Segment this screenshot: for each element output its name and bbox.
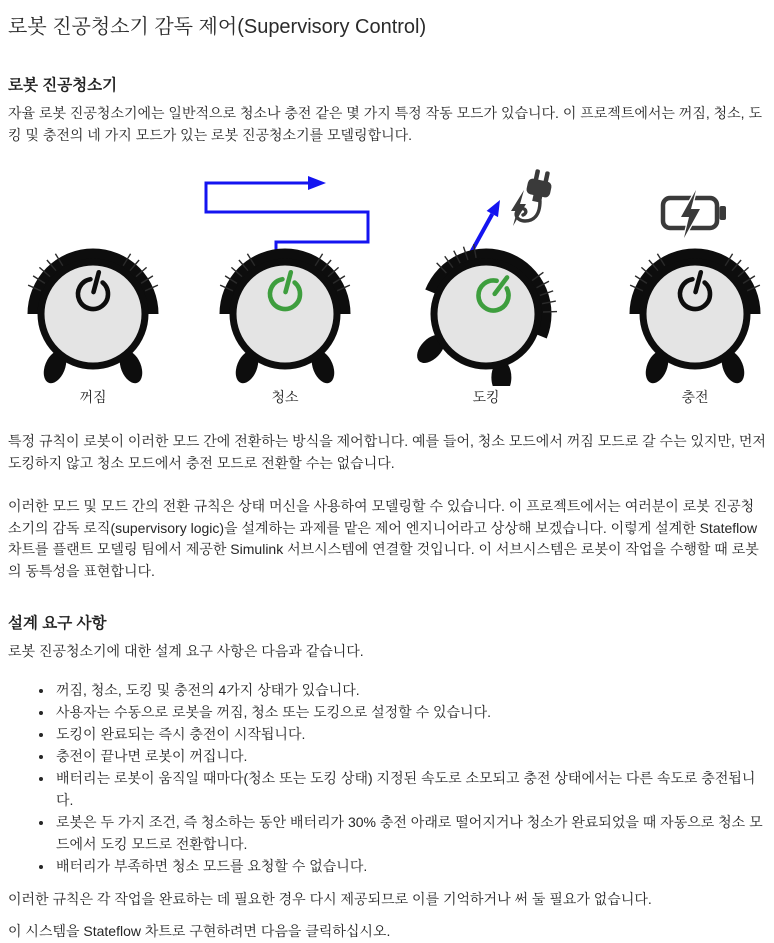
section-robot-vacuum-heading: 로봇 진공청소기 [8,77,118,94]
requirements-list [8,679,766,877]
charging-battery-icon [663,190,726,238]
robot-vacuum-charge-illustration [595,168,774,386]
requirement-item: • 배터리는 로봇이 움직일 때마다(청소 또는 도킹 상태) 지정된 속도로 소모되고 충전 상태에서는 다른 속도로 충전됩니다. [54,767,766,811]
requirements-intro: 로봇 진공청소기에 대한 설계 요구 사항은 다음과 같습니다. [8,643,364,659]
mode-label-dock: 도킹 [472,389,500,405]
requirement-item: • 도킹이 완료되는 즉시 충전이 시작됩니다. [54,723,766,745]
robot-modes-figure [8,168,766,407]
mode-figure-charge [595,168,774,407]
section-design-requirements [8,614,766,943]
rules-paragraph: 특정 규칙이 로봇이 이러한 모드 간에 전환하는 방식을 제어합니다. 예를 들어, 청소 모드에서 꺼짐 모드로 갈 수는 있지만, 먼저 도킹하지 않고 청소 모드에서 충전 모드로 전환할 수는 없습니다. [8,433,766,471]
state-machine-paragraph: 이러한 모드 및 모드 간의 전환 규칙은 상태 머신을 사용하여 모델링할 수 있습니다. 이 프로젝트에서는 여러분이 로봇 진공청소기의 감독 로직(supervisory logic)을 설계하는 과제를 맡은 제어 엔지니어라고 상상해 보겠습니다. 이렇게 설계한 Stateflow 차트를 플랜트 모델링 팀에서 제공한 Simulink 서브시스템에 연결할 것입니다. 이 서브시스템은 로봇이 작업을 수행할 때 로봇의 동특성을 표현합니다. [8,498,759,579]
robot-body [399,234,569,386]
mode-label-clean: 청소 [271,389,299,405]
requirement-item: • 배터리가 부족하면 청소 모드를 요청할 수 없습니다. [54,855,766,877]
robot-vacuum-off-illustration [0,168,193,386]
design-requirements-heading: 설계 요구 사항 [8,615,107,632]
robot-body [28,254,158,386]
robot-vacuum-dock-illustration [386,168,586,386]
intro-paragraph: 자율 로봇 진공청소기에는 일반적으로 청소나 충전 같은 몇 가지 특정 작동 모드가 있습니다. 이 프로젝트에서는 꺼짐, 청소, 도킹 및 충전의 네 가지 모드가 있는 로봇 진공청소기를 모델링합니다. [8,105,762,143]
mode-figure-dock [386,168,586,407]
cleaning-path-arrow [206,176,368,255]
mode-label-off: 꺼짐 [79,389,107,405]
section-robot-vacuum [8,76,766,582]
requirement-item: • 충전이 끝나면 로봇이 꺼집니다. [54,745,766,767]
robot-body [630,254,760,386]
requirement-item: • 꺼짐, 청소, 도킹 및 충전의 4가지 상태가 있습니다. [54,679,766,701]
next-step-paragraph: 이 시스템을 Stateflow 차트로 구현하려면 다음을 클릭하십시오. [8,923,391,939]
robot-body [220,254,350,386]
mode-label-charge: 충전 [681,389,709,405]
power-plug-icon [511,168,554,226]
robot-vacuum-clean-illustration [185,168,385,386]
mode-figure-clean [185,168,385,407]
page-title: 로봇 진공청소기 감독 제어(Supervisory Control) [8,16,427,38]
mode-figure-off [0,168,193,407]
rules-reminder-paragraph: 이러한 규칙은 각 작업을 완료하는 데 필요한 경우 다시 제공되므로 이를 기억하거나 써 둘 필요가 없습니다. [8,890,652,907]
requirement-item: • 사용자는 수동으로 로봇을 꺼짐, 청소 또는 도킹으로 설정할 수 있습니다. [54,701,766,723]
requirement-item: • 로봇은 두 가지 조건, 즉 청소하는 동안 배터리가 30% 충전 아래로 떨어지거나 청소가 완료되었을 때 자동으로 청소 모드에서 도킹 모드로 전환합니다. [54,811,766,855]
